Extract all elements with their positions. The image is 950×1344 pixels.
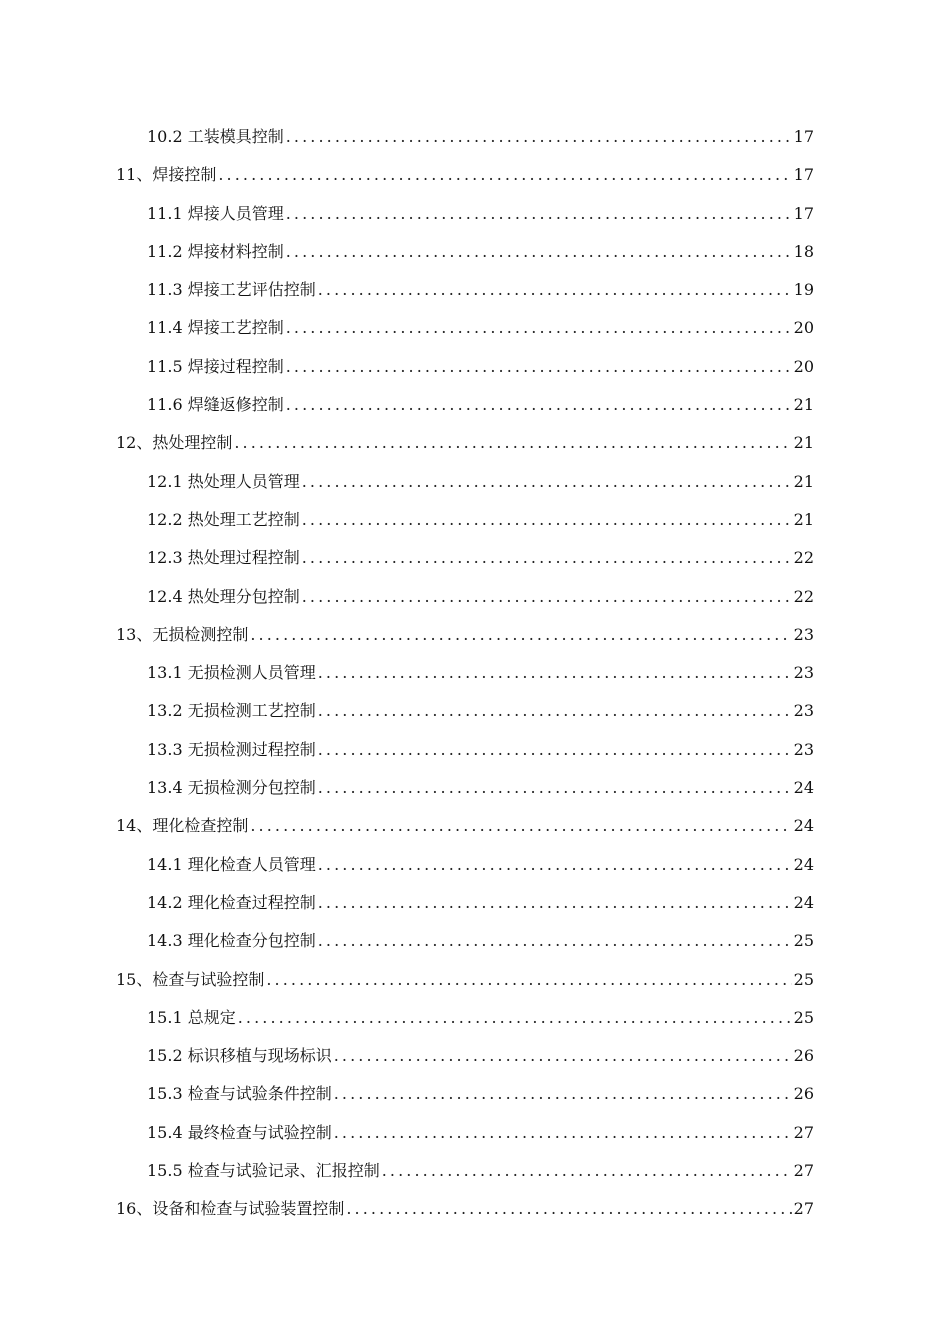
toc-dot-leader — [318, 884, 792, 922]
toc-page-number: 23 — [793, 663, 814, 683]
toc-section-entry[interactable] — [116, 769, 814, 807]
toc-entry-title: 11.3 焊接工艺评估控制 — [147, 280, 316, 300]
toc-section-entry[interactable] — [116, 118, 814, 156]
toc-entry-title: 15.1 总规定 — [147, 1007, 236, 1027]
toc-page-number: 18 — [793, 241, 814, 261]
toc-dot-leader — [250, 616, 791, 654]
toc-dot-leader — [318, 692, 792, 730]
toc-dot-leader — [266, 961, 791, 999]
toc-page-number: 23 — [793, 739, 814, 759]
toc-chapter-entry[interactable] — [116, 616, 814, 654]
toc-section-entry[interactable] — [116, 386, 814, 424]
toc-page-number: 20 — [793, 318, 814, 338]
toc-section-entry[interactable] — [116, 501, 814, 539]
toc-dot-leader — [286, 348, 792, 386]
toc-entry-title: 11.5 焊接过程控制 — [147, 356, 284, 376]
toc-dot-leader — [334, 1037, 792, 1075]
toc-page-number: 19 — [793, 280, 814, 300]
toc-page-number: 21 — [793, 433, 814, 453]
toc-page-number: 17 — [793, 203, 814, 223]
toc-entry-title: 11.4 焊接工艺控制 — [147, 318, 284, 338]
toc-dot-leader — [318, 731, 792, 769]
toc-section-entry[interactable] — [116, 195, 814, 233]
toc-dot-leader — [286, 233, 792, 271]
toc-entry-title: 11.6 焊缝返修控制 — [147, 395, 284, 415]
toc-entry-title: 12.3 热处理过程控制 — [147, 548, 300, 568]
toc-entry-title: 15.3 检查与试验条件控制 — [147, 1084, 332, 1104]
toc-page-number: 17 — [793, 165, 814, 185]
toc-dot-leader — [318, 271, 792, 309]
toc-page-number: 23 — [793, 701, 814, 721]
toc-dot-leader — [286, 386, 792, 424]
toc-entry-title: 11.1 焊接人员管理 — [147, 203, 284, 223]
toc-page-number: 22 — [793, 586, 814, 606]
toc-section-entry[interactable] — [116, 578, 814, 616]
toc-page-number: 24 — [793, 816, 814, 836]
toc-entry-title: 11、焊接控制 — [116, 165, 217, 185]
toc-entry-title: 14.1 理化检查人员管理 — [147, 854, 316, 874]
toc-section-entry[interactable] — [116, 731, 814, 769]
toc-dot-leader — [318, 846, 792, 884]
toc-page-number: 27 — [793, 1161, 814, 1181]
toc-page-number: 25 — [793, 1007, 814, 1027]
toc-section-entry[interactable] — [116, 539, 814, 577]
toc-entry-title: 12.1 热处理人员管理 — [147, 471, 300, 491]
toc-dot-leader — [302, 501, 792, 539]
toc-section-entry[interactable] — [116, 463, 814, 501]
toc-section-entry[interactable] — [116, 692, 814, 730]
toc-chapter-entry[interactable] — [116, 156, 814, 194]
toc-dot-leader — [302, 578, 792, 616]
toc-section-entry[interactable] — [116, 846, 814, 884]
toc-dot-leader — [302, 539, 792, 577]
toc-section-entry[interactable] — [116, 884, 814, 922]
toc-page-number: 24 — [793, 854, 814, 874]
toc-dot-leader — [382, 1152, 792, 1190]
toc-page-number: 24 — [793, 892, 814, 912]
toc-page-number: 21 — [793, 471, 814, 491]
toc-section-entry[interactable] — [116, 999, 814, 1037]
toc-dot-leader — [250, 807, 791, 845]
toc-section-entry[interactable] — [116, 1152, 814, 1190]
toc-dot-leader — [302, 463, 792, 501]
toc-dot-leader — [346, 1190, 791, 1228]
toc-entry-title: 15.2 标识移植与现场标识 — [147, 1046, 332, 1066]
toc-section-entry[interactable] — [116, 1114, 814, 1152]
toc-dot-leader — [234, 424, 791, 462]
toc-entry-title: 12、热处理控制 — [116, 433, 233, 453]
toc-dot-leader — [238, 999, 792, 1037]
toc-dot-leader — [286, 195, 792, 233]
toc-section-entry[interactable] — [116, 1075, 814, 1113]
toc-entry-title: 14.3 理化检查分包控制 — [147, 931, 316, 951]
toc-page-number: 25 — [793, 931, 814, 951]
toc-entry-title: 13、无损检测控制 — [116, 624, 249, 644]
toc-entry-title: 15.5 检查与试验记录、汇报控制 — [147, 1161, 380, 1181]
toc-entry-title: 15.4 最终检查与试验控制 — [147, 1122, 332, 1142]
toc-chapter-entry[interactable] — [116, 1190, 814, 1228]
toc-entry-title: 14.2 理化检查过程控制 — [147, 892, 316, 912]
toc-page-number: 27 — [793, 1122, 814, 1142]
toc-dot-leader — [218, 156, 791, 194]
toc-dot-leader — [334, 1114, 792, 1152]
toc-page-number: 20 — [793, 356, 814, 376]
toc-entry-title: 12.2 热处理工艺控制 — [147, 509, 300, 529]
toc-section-entry[interactable] — [116, 654, 814, 692]
toc-dot-leader — [286, 309, 792, 347]
toc-dot-leader — [286, 118, 792, 156]
toc-section-entry[interactable] — [116, 348, 814, 386]
toc-entry-title: 13.1 无损检测人员管理 — [147, 663, 316, 683]
toc-dot-leader — [318, 769, 792, 807]
toc-page-number: 22 — [793, 548, 814, 568]
toc-section-entry[interactable] — [116, 922, 814, 960]
table-of-contents — [116, 118, 814, 1229]
toc-entry-title: 16、设备和检查与试验装置控制 — [116, 1199, 345, 1219]
toc-entry-title: 12.4 热处理分包控制 — [147, 586, 300, 606]
toc-dot-leader — [334, 1075, 792, 1113]
toc-page-number: 26 — [793, 1046, 814, 1066]
toc-chapter-entry[interactable] — [116, 961, 814, 999]
toc-entry-title: 14、理化检查控制 — [116, 816, 249, 836]
toc-page-number: 21 — [793, 509, 814, 529]
toc-entry-title: 13.4 无损检测分包控制 — [147, 778, 316, 798]
toc-entry-title: 15、检查与试验控制 — [116, 969, 265, 989]
toc-section-entry[interactable] — [116, 309, 814, 347]
toc-page-number: 26 — [793, 1084, 814, 1104]
toc-page-number: 27 — [793, 1199, 814, 1219]
toc-chapter-entry[interactable] — [116, 424, 814, 462]
toc-chapter-entry[interactable] — [116, 807, 814, 845]
toc-section-entry[interactable] — [116, 233, 814, 271]
toc-section-entry[interactable] — [116, 271, 814, 309]
toc-page-number: 21 — [793, 395, 814, 415]
toc-entry-title: 13.3 无损检测过程控制 — [147, 739, 316, 759]
toc-entry-title: 10.2 工装模具控制 — [147, 127, 284, 146]
toc-page-number: 17 — [793, 127, 814, 146]
toc-page-number: 25 — [793, 969, 814, 989]
toc-section-entry[interactable] — [116, 1037, 814, 1075]
toc-dot-leader — [318, 654, 792, 692]
toc-page-number: 24 — [793, 778, 814, 798]
toc-dot-leader — [318, 922, 792, 960]
toc-page-number: 23 — [793, 624, 814, 644]
toc-entry-title: 11.2 焊接材料控制 — [147, 241, 284, 261]
toc-entry-title: 13.2 无损检测工艺控制 — [147, 701, 316, 721]
